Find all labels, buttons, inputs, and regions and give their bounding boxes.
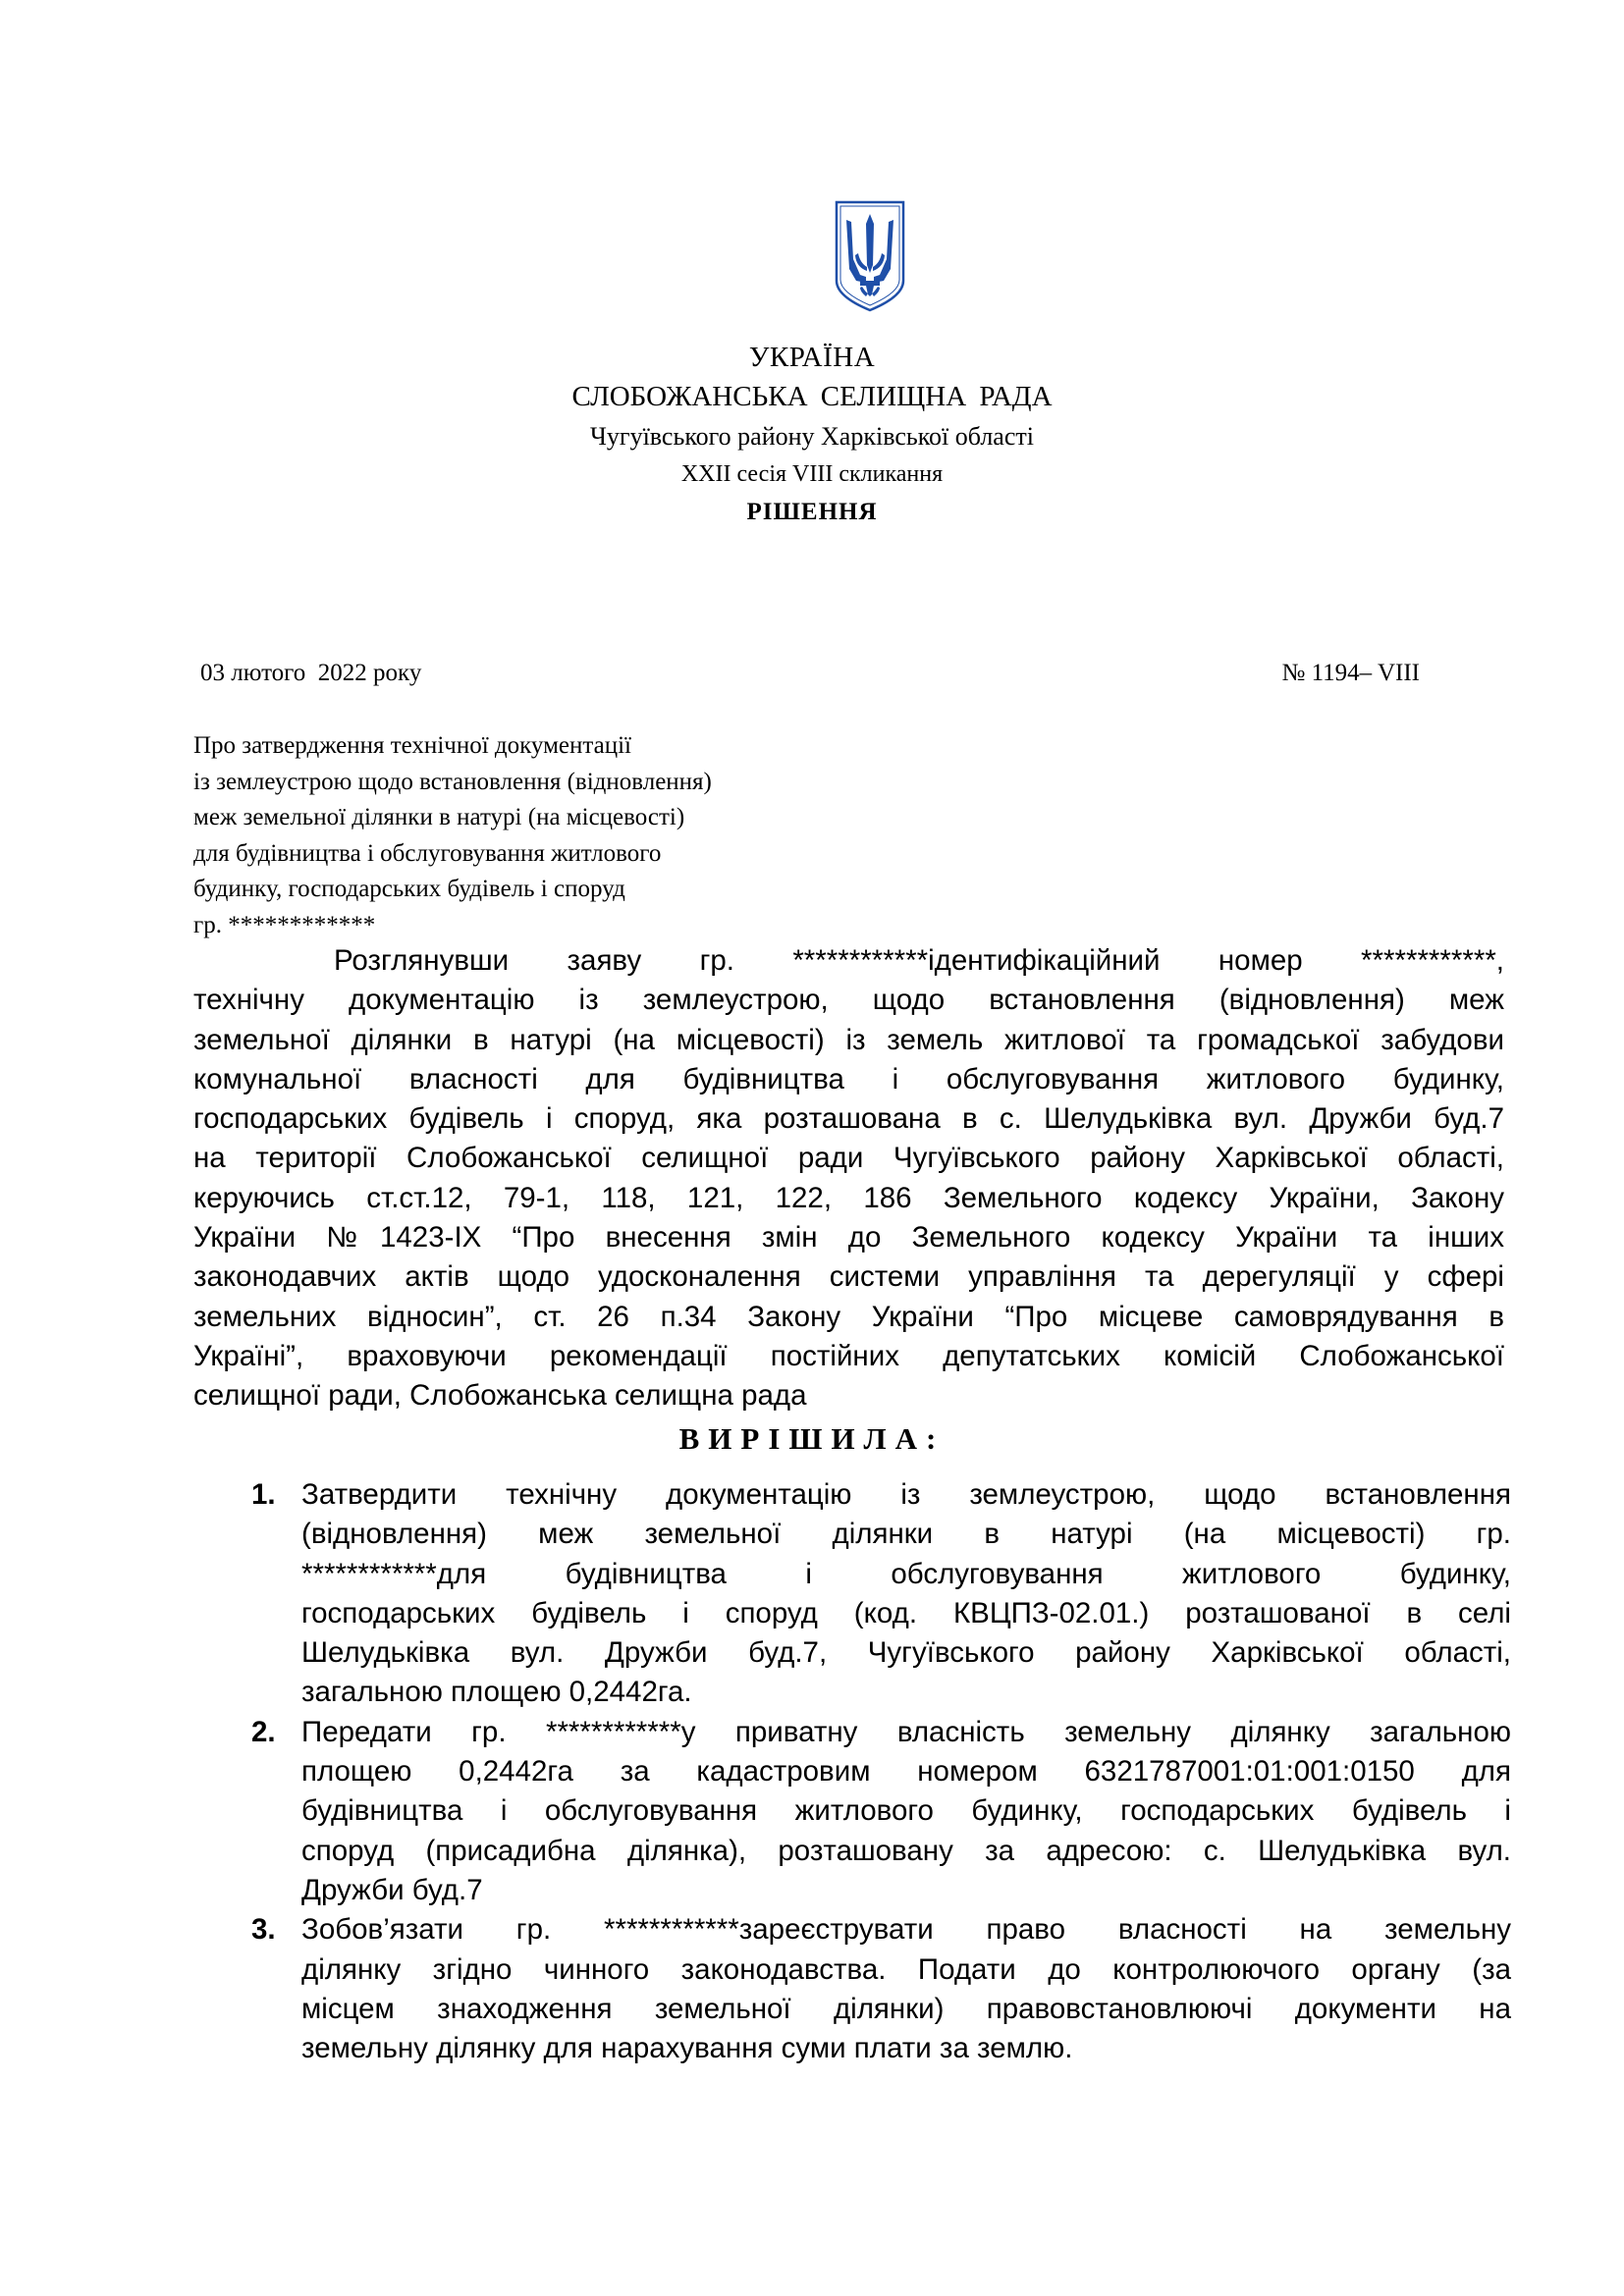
preamble-paragraph bbox=[193, 941, 1504, 1416]
decision-subject bbox=[193, 728, 712, 943]
preamble-line: земельної ділянки в натурі (на місцевості) із земель житлової та громадської забудови bbox=[193, 1023, 1504, 1056]
district-title: Чугуївського району Харківської області bbox=[590, 422, 1034, 451]
preamble-line: господарських будівель і споруд, яка розташована в с. Шелудьківка вул. Дружби буд.7 bbox=[193, 1102, 1504, 1136]
item-line: земельну ділянку для нарахування суми плати за землю. bbox=[301, 2032, 1073, 2065]
item-line: загальною площею 0,2442га. bbox=[301, 1676, 692, 1709]
preamble-line: селищної ради, Слобожанська селищна рада bbox=[193, 1379, 807, 1413]
item-line: будівництва і обслуговування житлового будинку, господарських будівель і bbox=[301, 1794, 1511, 1828]
item-line: ************для будівництва і обслуговування житлового будинку, bbox=[301, 1557, 1511, 1590]
preamble-line: Розглянувши заяву гр. ************ідентифікаційний номер ************, bbox=[334, 944, 1504, 977]
subject-line: для будівництва і обслуговування житлового bbox=[193, 839, 662, 867]
item-line: (відновлення) меж земельної ділянки в натурі (на місцевості) гр. bbox=[301, 1518, 1511, 1551]
preamble-line: на території Слобожанської селищної ради Чугуївського району Харківської області, bbox=[193, 1142, 1504, 1175]
item-line: Шелудьківка вул. Дружби буд.7, Чугуївського району Харківської області, bbox=[301, 1636, 1511, 1670]
tryzub-icon bbox=[831, 196, 909, 314]
item-line: ділянку згідно чинного законодавства. Подати до контролюючого органу (за bbox=[301, 1952, 1511, 1986]
item-line: Дружби буд.7 bbox=[301, 1873, 483, 1906]
subject-line: із землеустрою щодо встановлення (відновлення) bbox=[193, 768, 712, 795]
decision-date: 03 лютого 2022 року bbox=[200, 660, 422, 686]
preamble-line: Україні”, враховуючи рекомендації постійних депутатських комісій Слобожанської bbox=[193, 1339, 1504, 1372]
preamble-line: керуючись ст.ст.12, 79-1, 118, 121, 122, 186 Земельного кодексу України, Закону bbox=[193, 1181, 1504, 1214]
subject-line: гр. ************ bbox=[193, 911, 376, 938]
decision-item bbox=[251, 1475, 1511, 1713]
item-line: Затвердити технічну документацію із землеустрою, щодо встановлення bbox=[301, 1478, 1511, 1511]
council-title: СЛОБОЖАНСЬКА СЕЛИЩНА РАДА bbox=[571, 381, 1053, 412]
item-line: Зобов’язати гр. ************зареєструвати право власності на земельну bbox=[301, 1913, 1511, 1947]
session-title: XXII сесія VIII скликання bbox=[680, 461, 944, 487]
document-type: РІШЕННЯ bbox=[746, 499, 878, 525]
subject-line: Про затвердження технічної документації bbox=[193, 732, 631, 759]
item-number: 3. bbox=[251, 1913, 276, 1947]
decision-item bbox=[251, 1713, 1511, 1910]
item-line: господарських будівель і споруд (код. КВЦПЗ-02.01.) розташованої в селі bbox=[301, 1596, 1511, 1629]
item-line: місцем знаходження земельної ділянки) правовстановлюючі документи на bbox=[301, 1992, 1511, 2025]
preamble-line: комунальної власності для будівництва і обслуговування житлового будинку, bbox=[193, 1062, 1504, 1095]
item-line: Передати гр. ************у приватну власність земельну ділянку загальною bbox=[301, 1715, 1511, 1748]
resolved-heading: ВИРІШИЛА: bbox=[678, 1421, 946, 1456]
preamble-line: земельних відносин”, ст. 26 п.34 Закону України “Про місцеве самоврядування в bbox=[193, 1300, 1504, 1333]
decision-number: № 1194– VIII bbox=[1281, 660, 1420, 686]
item-number: 2. bbox=[251, 1715, 276, 1748]
subject-line: будинку, господарських будівель і споруд bbox=[193, 876, 625, 902]
preamble-line: законодавчих актів щодо удосконалення системи управління та дерегуляції у сфері bbox=[193, 1260, 1504, 1294]
item-line: площею 0,2442га за кадастровим номером 6321787001:01:001:0150 для bbox=[301, 1755, 1511, 1789]
decision-items bbox=[251, 1475, 1511, 2068]
item-number: 1. bbox=[251, 1478, 276, 1511]
decision-item bbox=[251, 1910, 1511, 2068]
subject-line: меж земельної ділянки в натурі (на місцевості) bbox=[193, 804, 685, 830]
preamble-line: технічну документацію із землеустрою, щодо встановлення (відновлення) меж bbox=[193, 984, 1504, 1017]
country-title: УКРАЇНА bbox=[748, 342, 876, 373]
preamble-line: України №1423-IX “Про внесення змін до Земельного кодексу України та інших bbox=[193, 1221, 1504, 1255]
item-line: споруд (присадибна ділянка), розташовану за адресою: с. Шелудьківка вул. bbox=[301, 1834, 1511, 1867]
